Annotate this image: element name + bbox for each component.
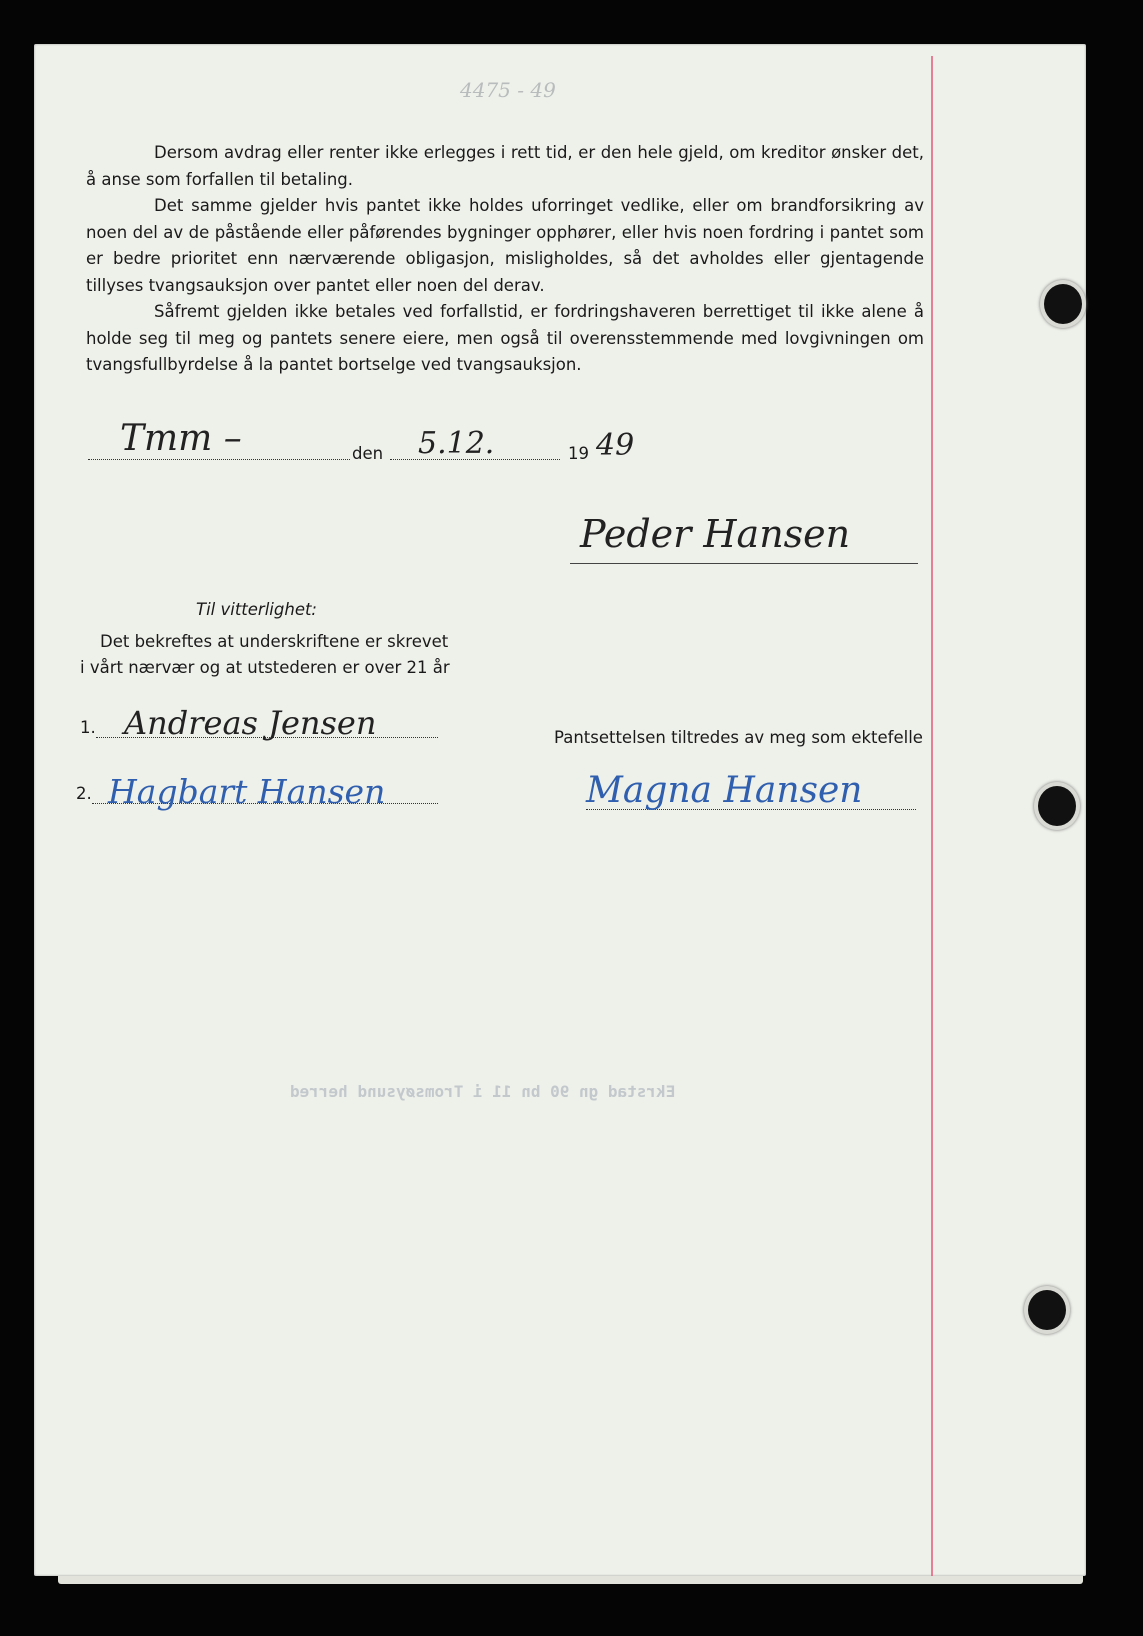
punch-hole-top (1040, 280, 1086, 328)
punch-hole-bottom (1024, 1286, 1070, 1334)
witness2-signature: Hagbart Hansen (108, 772, 386, 811)
paragraph-default: Dersom avdrag eller renter ikke erlegges i rett tid, er den hele gjeld, om kreditor ønsker det, å anse som forfallen til betaling. (86, 143, 924, 189)
witness2-number: 2. (76, 784, 92, 803)
year-handwriting: 49 (596, 428, 635, 463)
date-handwriting: 5.12. (418, 426, 495, 461)
spouse-signature: Magna Hansen (586, 770, 863, 811)
red-margin-line (931, 56, 933, 1576)
witness1-signature: Andreas Jensen (124, 704, 377, 742)
witness-text-line1: Det bekreftes at underskriftene er skrevet (100, 632, 449, 651)
pencil-archive-note: 4475 - 49 (460, 78, 556, 102)
issuer-signature: Peder Hansen (580, 512, 851, 556)
spouse-consent-text: Pantsettelsen tiltredes av meg som ektefelle (554, 728, 923, 747)
paragraph-maintenance: Det samme gjelder hvis pantet ikke holdes uforringet vedlike, eller om brandforsikring av noen del av de påstående eller påførendes bygninger opphører, eller hvis noen fordring i pantet som er bedre prioritet enn nærværende obligasjon, misligholdes, så det avholdes eller gjentagende tillyses tvangsauksjon over pantet eller noen del derav. (86, 196, 924, 295)
bleed-through-text: Ekrstad gn 90 bn 11 i Tromsøysund herred (290, 1082, 676, 1101)
punch-hole-middle (1034, 782, 1080, 830)
witness-heading: Til vitterlighet: (196, 600, 317, 619)
terms-text (86, 140, 924, 379)
witness-text-line2: i vårt nærvær og at utstederen er over 21 år (80, 658, 450, 677)
witness1-number: 1. (80, 718, 96, 737)
place-handwriting: Tmm – (120, 418, 242, 459)
den-label: den (352, 444, 384, 463)
year-prefix: 19 (568, 444, 589, 463)
issuer-signature-line (570, 562, 918, 564)
paragraph-enforcement: Såfremt gjelden ikke betales ved forfallstid, er fordringshaveren berrettiget til ikke alene å holde seg til meg og pantets senere eiere, men også til overensstemmende med lovgivningen om tvangsfullbyrdelse å la pantet bortselge ved tvangsauksjon. (86, 302, 924, 374)
